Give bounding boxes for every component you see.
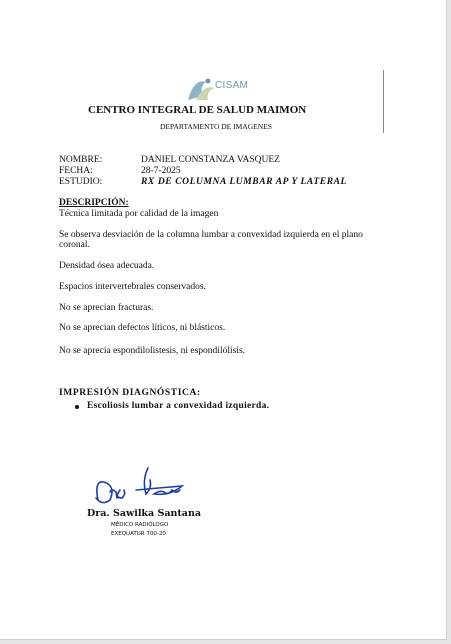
date-value: 28-7-2025 — [141, 166, 181, 176]
description-paragraph: No se aprecia espondilolistesis, ni espondilólisis. — [59, 346, 246, 356]
impression-item: Escoliosis lumbar a convexidad izquierda. — [87, 401, 270, 411]
handwritten-signature — [90, 460, 190, 510]
study-value: RX DE COLUMNA LUMBAR AP Y LATERAL — [141, 177, 347, 187]
doctor-exequatur: EXEQUATUR 700-20 — [111, 531, 166, 537]
logo-text: CISAM — [215, 80, 249, 91]
description-paragraph: Espacios intervertebrales conservados. — [59, 282, 206, 292]
name-value: DANIEL CONSTANZA VASQUEZ — [141, 155, 280, 165]
description-paragraph: No se aprecian defectos líticos, ni blásticos. — [59, 323, 226, 333]
doctor-role: MÉDICO RADIÓLOGO — [111, 522, 169, 528]
description-paragraph: No se aprecian fracturas. — [59, 303, 154, 313]
description-paragraph: Se observa desviación de la columna lumbar a convexidad izquierda en el plano coronal. — [59, 230, 363, 250]
center-name: CENTRO INTEGRAL DE SALUD MAIMON — [88, 104, 307, 116]
description-paragraph: Densidad ósea adecuada. — [59, 261, 155, 271]
study-label: ESTUDIO: — [59, 177, 103, 187]
header-divider — [383, 70, 384, 133]
bullet-icon — [75, 405, 79, 409]
description-paragraph: Técnica limitada por calidad de la imagen — [59, 209, 219, 219]
department-name: DEPARTAMENTO DE IMAGENES — [160, 122, 272, 131]
doctor-name: Dra. Sawilka Santana — [87, 508, 201, 519]
date-label: FECHA: — [59, 166, 93, 176]
name-label: NOMBRE: — [59, 155, 103, 165]
impression-heading: IMPRESIÓN DIAGNÓSTICA: — [59, 388, 201, 398]
description-heading: DESCRIPCIÓN: — [59, 198, 129, 208]
